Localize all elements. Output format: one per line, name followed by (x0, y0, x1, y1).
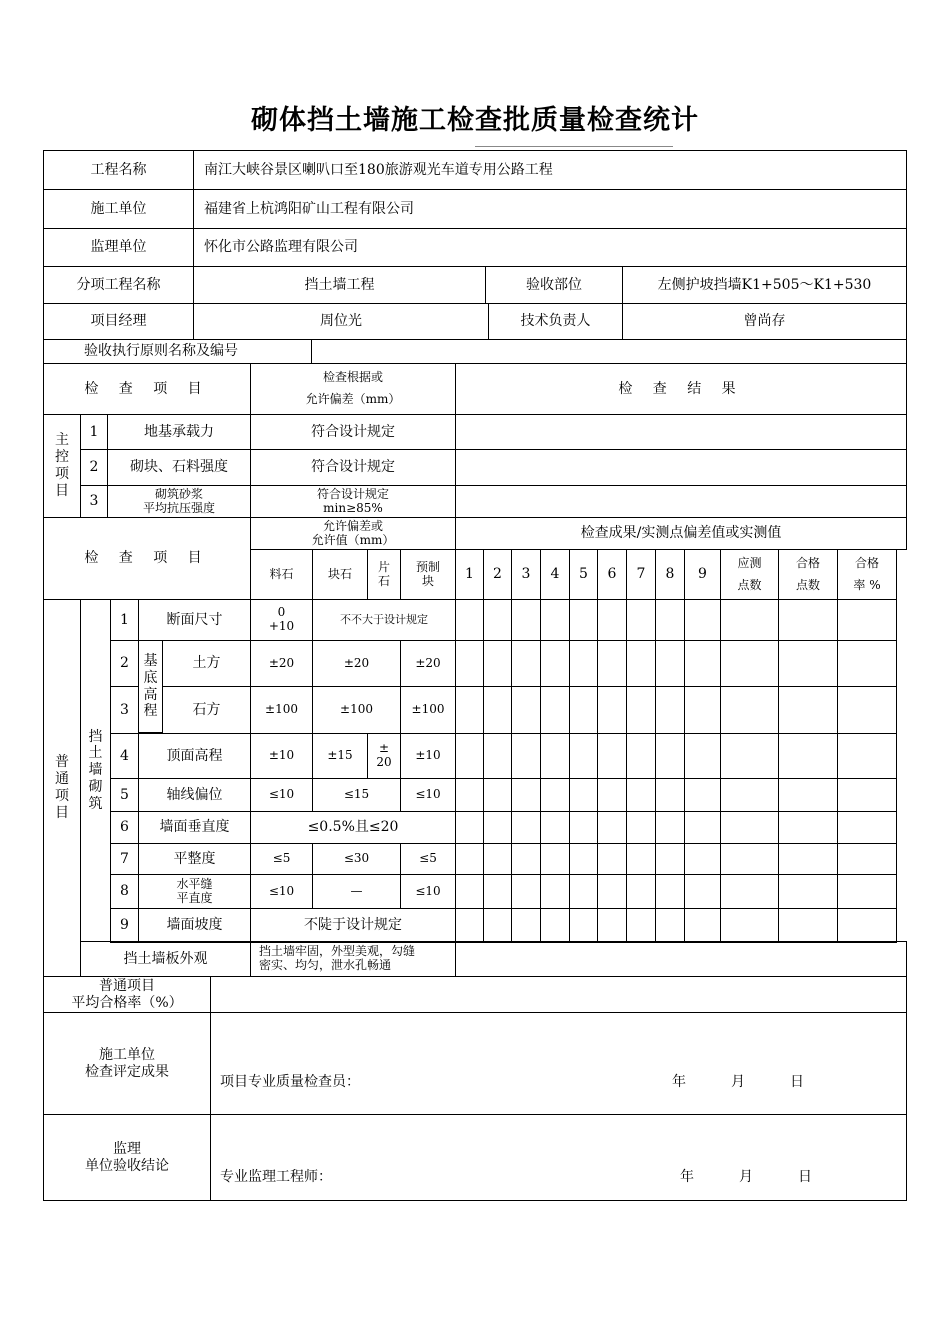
supervisor-conclusion-box (210, 1114, 907, 1201)
measure-cell (655, 599, 685, 641)
measure-cell (684, 640, 721, 687)
measure-cell (720, 640, 779, 687)
supervisor-label: 监理单位 (43, 228, 194, 267)
measure-cell (655, 640, 685, 687)
general-allow-header: 允许偏差或 允许值（mm） (250, 517, 456, 550)
point-number-6: 6 (597, 549, 627, 600)
measure-cell (626, 874, 656, 909)
measure-cell (778, 640, 838, 687)
manager-label: 项目经理 (43, 303, 194, 340)
measure-cell (540, 686, 570, 734)
measure-cell (684, 778, 721, 812)
contractor-value: 福建省上杭鸿阳矿山工程有限公司 (193, 189, 907, 229)
measure-cell (569, 908, 598, 943)
measure-cell (569, 811, 598, 844)
measure-cell (483, 874, 512, 909)
measure-cell (597, 811, 627, 844)
measure-cell (540, 640, 570, 687)
allow-block-chip: ±20 (312, 640, 401, 687)
contractor-eval-box (210, 1012, 907, 1115)
main-row-name: 地基承载力 (107, 414, 251, 450)
main-row-no: 1 (80, 414, 108, 450)
measure-cell (511, 733, 541, 779)
measure-cell (455, 778, 484, 812)
general-row-name: 水平缝 平直度 (138, 874, 251, 909)
allow-stone: ±100 (250, 686, 313, 734)
allow-all: ≤0.5%且≤20 (250, 811, 456, 844)
measure-cell (511, 874, 541, 909)
title-underline (475, 146, 673, 147)
measure-cell (837, 733, 897, 779)
point-number-3: 3 (511, 549, 541, 600)
main-item-header: 检 查 项 目 (43, 363, 251, 415)
measure-cell (720, 874, 779, 909)
measure-cell (455, 640, 484, 687)
allow-stone: ≤10 (250, 778, 313, 812)
allow-stone: ≤5 (250, 843, 313, 875)
general-row-name: 墙面垂直度 (138, 811, 251, 844)
measure-cell (540, 811, 570, 844)
supervising-engineer-label: 专业监理工程师： (220, 1169, 332, 1185)
measure-cell (569, 599, 598, 641)
measure-cell (483, 778, 512, 812)
allow-block-chip: ±100 (312, 686, 401, 734)
wall-masonry-label: 挡土墙砌筑 (80, 599, 111, 942)
point-number-2: 2 (483, 549, 512, 600)
measure-cell (483, 733, 512, 779)
base-elevation-label: 基底高程 (138, 640, 163, 733)
measure-cell (455, 599, 484, 641)
measure-cell (511, 843, 541, 875)
point-number-9: 9 (684, 549, 721, 600)
point-number-5: 5 (569, 549, 598, 600)
measure-cell (684, 686, 721, 734)
measure-cell (684, 811, 721, 844)
main-row-basis: 符合设计规定 min≥85% (250, 485, 456, 518)
main-row-basis: 符合设计规定 (250, 414, 456, 450)
allow-precast: ±100 (400, 686, 456, 734)
measure-cell (626, 811, 656, 844)
main-row-result (455, 414, 907, 450)
measure-cell (626, 778, 656, 812)
appearance-result (455, 941, 907, 977)
quality-inspector-label: 项目专业质量检查员： (220, 1074, 360, 1090)
measure-cell (483, 811, 512, 844)
measure-cell (455, 874, 484, 909)
measure-cell (778, 733, 838, 779)
project-name-label: 工程名称 (43, 150, 194, 190)
col-stone-header: 料石 (250, 549, 313, 600)
general-row-no: 6 (110, 811, 139, 844)
measure-cell (540, 843, 570, 875)
measure-cell (684, 843, 721, 875)
measure-cell (626, 599, 656, 641)
supervisor-year: 年 (680, 1169, 694, 1185)
main-row-name: 砌筑砂浆 平均抗压强度 (107, 485, 251, 518)
allow-stone: ±20 (250, 640, 313, 687)
allow-precast: ±10 (400, 733, 456, 779)
measure-cell (778, 778, 838, 812)
allow-block-chip: — (312, 874, 401, 909)
main-row-result (455, 449, 907, 486)
allow-block: ±15 (312, 733, 368, 779)
general-item-header: 检 查 项 目 (43, 517, 251, 600)
general-row-no: 7 (110, 843, 139, 875)
general-row-no: 4 (110, 733, 139, 779)
contractor-label: 施工单位 (43, 189, 194, 229)
general-result-header: 检查成果/实测点偏差值或实测值 (455, 517, 907, 550)
allow-stone: ≤10 (250, 874, 313, 909)
measure-cell (684, 908, 721, 943)
allow-precast: ≤10 (400, 874, 456, 909)
contractor-eval-label: 施工单位 检查评定成果 (43, 1012, 211, 1115)
measure-cell (837, 599, 897, 641)
subitem-value: 挡土墙工程 (193, 266, 486, 304)
measure-cell (626, 843, 656, 875)
main-row-no: 3 (80, 485, 108, 518)
allow-stone: 0 +10 (250, 599, 313, 641)
point-number-4: 4 (540, 549, 570, 600)
col-block-header: 块石 (312, 549, 368, 600)
measure-cell (778, 686, 838, 734)
avg-pass-rate-label: 普通项目 平均合格率（%） (43, 976, 211, 1013)
allow-block-chip: ≤15 (312, 778, 401, 812)
general-row-name: 土方 (162, 640, 251, 687)
measure-cell (778, 599, 838, 641)
measure-cell (597, 640, 627, 687)
allow-other: 不不大于设计规定 (312, 599, 456, 641)
measure-cell (626, 733, 656, 779)
appearance-label: 挡土墙板外观 (80, 941, 251, 977)
supervisor-day: 日 (798, 1169, 812, 1185)
general-row-no: 1 (110, 599, 139, 641)
general-row-name: 墙面坡度 (138, 908, 251, 943)
measure-cell (455, 811, 484, 844)
measure-cell (837, 778, 897, 812)
measure-cell (837, 908, 897, 943)
measure-cell (511, 778, 541, 812)
measure-cell (597, 908, 627, 943)
general-row-no: 9 (110, 908, 139, 943)
measure-cell (597, 843, 627, 875)
contractor-year: 年 (672, 1074, 686, 1090)
allow-precast: ≤10 (400, 778, 456, 812)
measure-cell (483, 599, 512, 641)
measure-cell (483, 843, 512, 875)
part-value: 左侧护坡挡墙K1+505～K1+530 (622, 266, 907, 304)
point-number-8: 8 (655, 549, 685, 600)
general-row-no: 8 (110, 874, 139, 909)
measure-cell (597, 599, 627, 641)
measure-cell (655, 733, 685, 779)
measure-cell (455, 733, 484, 779)
measure-cell (540, 874, 570, 909)
general-row-name: 平整度 (138, 843, 251, 875)
measure-cell (655, 811, 685, 844)
tech-lead-value: 曾尚存 (622, 303, 907, 340)
contractor-month: 月 (731, 1074, 745, 1090)
measure-cell (684, 733, 721, 779)
standard-value (311, 339, 907, 364)
general-group-label: 普通项目 (43, 599, 81, 977)
measure-cell (511, 908, 541, 943)
appearance-value: 挡土墙牢固，外型美观，勾缝 密实、均匀，泄水孔畅通 (250, 941, 456, 977)
main-basis-header: 检查根据或 允许偏差（mm） (250, 363, 456, 415)
measure-cell (569, 778, 598, 812)
measure-cell (597, 686, 627, 734)
measure-cell (511, 811, 541, 844)
page-title: 砌体挡土墙施工检查批质量检查统计 (251, 105, 699, 136)
allow-precast: ≤5 (400, 843, 456, 875)
general-row-name: 顶面高程 (138, 733, 251, 779)
measure-cell (511, 686, 541, 734)
supervisor-conclusion-label: 监理 单位验收结论 (43, 1114, 211, 1201)
subitem-label: 分项工程名称 (43, 266, 194, 304)
measure-cell (455, 686, 484, 734)
main-row-no: 2 (80, 449, 108, 486)
measure-cell (597, 733, 627, 779)
tech-lead-label: 技术负责人 (488, 303, 623, 340)
point-number-7: 7 (626, 549, 656, 600)
supervisor-month: 月 (739, 1169, 753, 1185)
measure-cell (720, 686, 779, 734)
standard-label: 验收执行原则名称及编号 (43, 339, 312, 364)
measure-cell (483, 686, 512, 734)
measure-cell (684, 599, 721, 641)
measure-cell (511, 599, 541, 641)
measure-cell (655, 686, 685, 734)
measure-cell (720, 843, 779, 875)
main-group-label: 主控项目 (43, 414, 81, 518)
manager-value: 周位光 (193, 303, 489, 340)
measure-cell (569, 874, 598, 909)
general-row-no: 2 (110, 640, 139, 687)
main-row-name: 砌块、石料强度 (107, 449, 251, 486)
measure-cell (626, 686, 656, 734)
col-chip-header: 片 石 (367, 549, 401, 600)
measure-cell (540, 778, 570, 812)
measure-cell (720, 599, 779, 641)
measure-cell (655, 843, 685, 875)
measure-cell (720, 778, 779, 812)
measure-cell (655, 908, 685, 943)
allow-all: 不陡于设计规定 (250, 908, 456, 943)
measure-cell (626, 908, 656, 943)
measure-cell (597, 778, 627, 812)
measure-cell (569, 686, 598, 734)
measure-cell (837, 811, 897, 844)
measure-cell (569, 843, 598, 875)
measure-cell (837, 874, 897, 909)
measure-cell (720, 908, 779, 943)
col-rate-header: 合格 率 % (837, 549, 897, 600)
contractor-day: 日 (790, 1074, 804, 1090)
main-row-result (455, 485, 907, 518)
measure-cell (483, 908, 512, 943)
measure-cell (778, 811, 838, 844)
measure-cell (540, 733, 570, 779)
measure-cell (455, 908, 484, 943)
allow-stone: ±10 (250, 733, 313, 779)
measure-cell (655, 874, 685, 909)
measure-cell (569, 733, 598, 779)
general-row-name: 断面尺寸 (138, 599, 251, 641)
measure-cell (837, 640, 897, 687)
measure-cell (569, 640, 598, 687)
measure-cell (778, 843, 838, 875)
measure-cell (720, 811, 779, 844)
supervisor-value: 怀化市公路监理有限公司 (193, 228, 907, 267)
measure-cell (655, 778, 685, 812)
measure-cell (511, 640, 541, 687)
general-row-name: 石方 (162, 686, 251, 734)
measure-cell (778, 908, 838, 943)
measure-cell (837, 843, 897, 875)
measure-cell (626, 640, 656, 687)
measure-cell (483, 640, 512, 687)
measure-cell (778, 874, 838, 909)
general-row-no: 3 (110, 686, 139, 734)
measure-cell (597, 874, 627, 909)
avg-pass-rate-value (210, 976, 907, 1013)
part-label: 验收部位 (485, 266, 623, 304)
point-number-1: 1 (455, 549, 484, 600)
measure-cell (540, 908, 570, 943)
general-row-name: 轴线偏位 (138, 778, 251, 812)
col-pass-header: 合格 点数 (778, 549, 838, 600)
measure-cell (684, 874, 721, 909)
general-row-no: 5 (110, 778, 139, 812)
measure-cell (720, 733, 779, 779)
col-should-header: 应测 点数 (720, 549, 779, 600)
main-row-basis: 符合设计规定 (250, 449, 456, 486)
allow-precast: ±20 (400, 640, 456, 687)
allow-block-chip: ≤30 (312, 843, 401, 875)
measure-cell (837, 686, 897, 734)
project-name-value: 南江大峡谷景区喇叭口至180旅游观光车道专用公路工程 (193, 150, 907, 190)
measure-cell (540, 599, 570, 641)
col-precast-header: 预制 块 (400, 549, 456, 600)
allow-chip: ± 20 (367, 733, 401, 779)
measure-cell (455, 843, 484, 875)
main-result-header: 检 查 结 果 (455, 363, 907, 415)
